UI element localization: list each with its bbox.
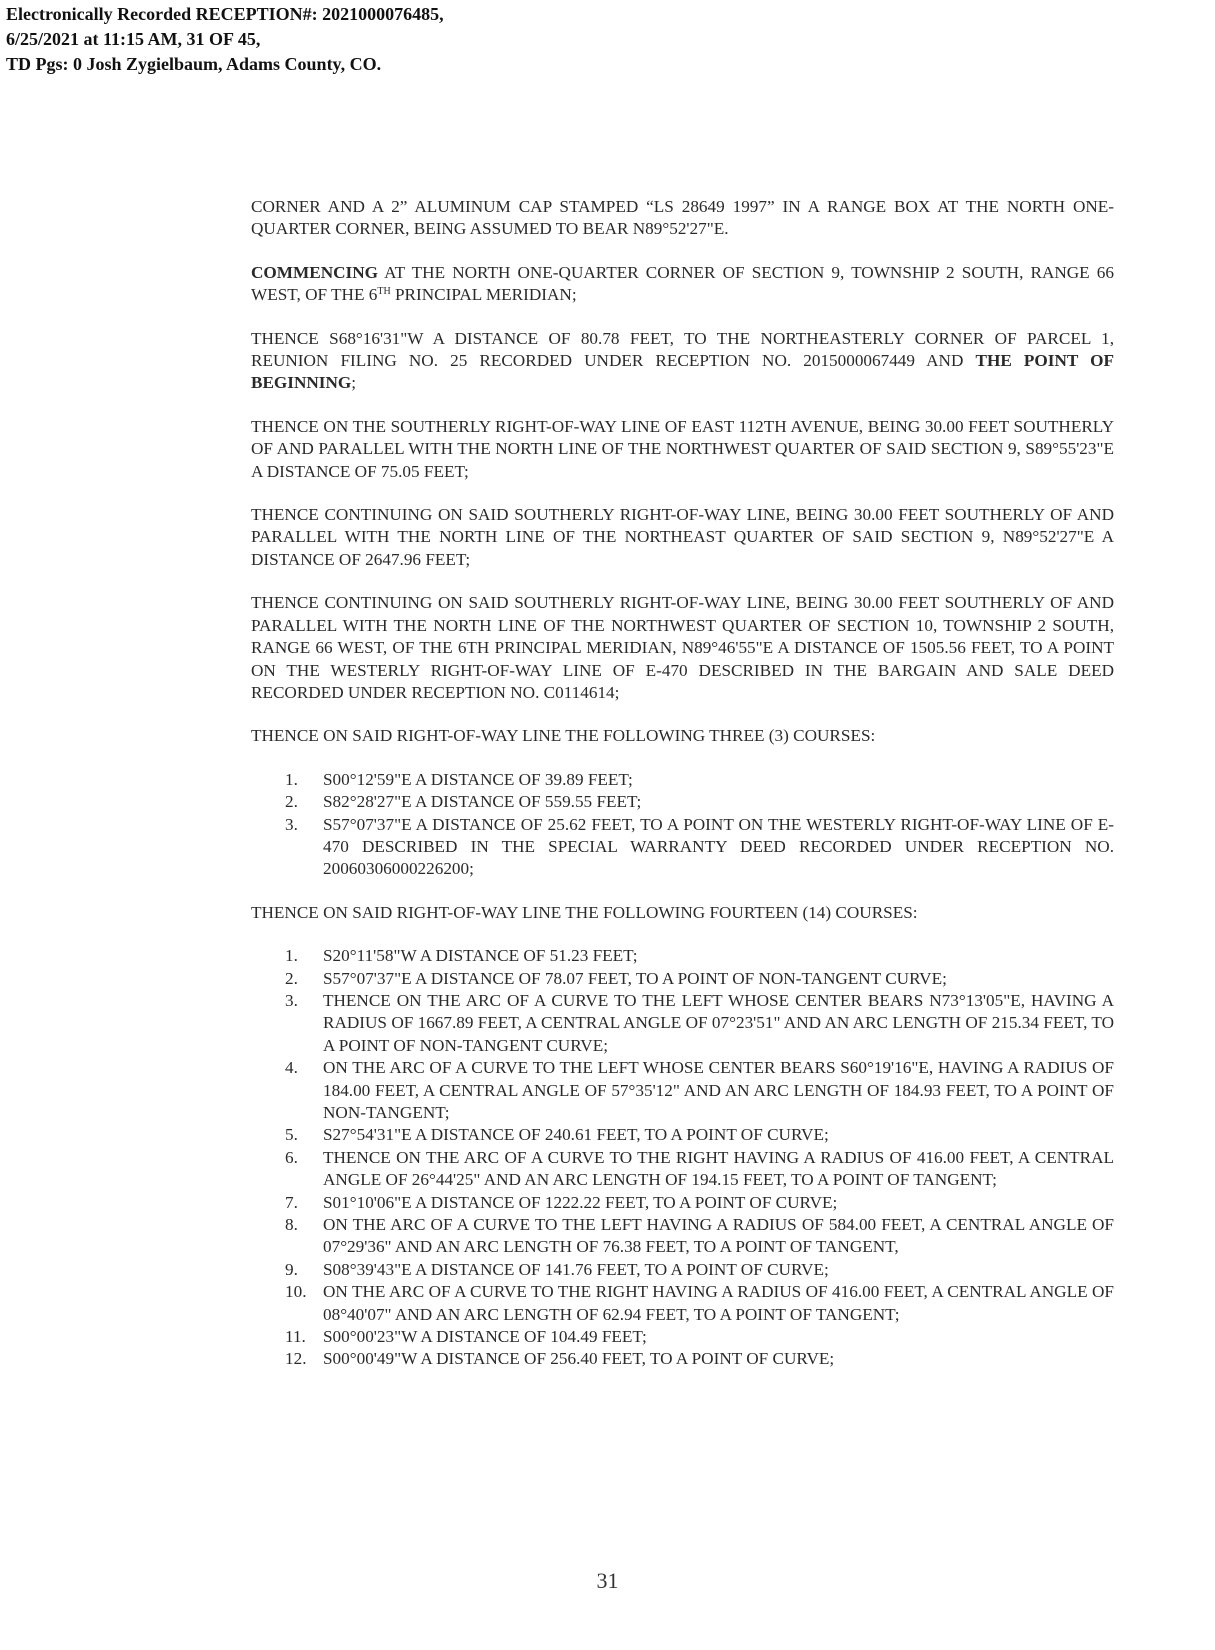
ordinal-superscript: TH bbox=[377, 286, 391, 298]
recording-stamp-header bbox=[6, 2, 444, 77]
course-item bbox=[251, 1057, 1114, 1124]
course-text: THENCE ON THE ARC OF A CURVE TO THE LEFT WHOSE CENTER BEARS N73°13'05"E, HAVING A RADIUS OF 1667.89 FEET, A CENTRAL ANGLE OF 07°23'51" AND AN ARC LENGTH OF 215.34 FEET, TO A POINT OF NON-TANGENT CURVE; bbox=[323, 990, 1114, 1055]
course-item bbox=[251, 1124, 1114, 1146]
page-number: 31 bbox=[596, 1568, 619, 1593]
course-number: 4. bbox=[285, 1058, 298, 1078]
course-text: ON THE ARC OF A CURVE TO THE LEFT HAVING A RADIUS OF 584.00 FEET, A CENTRAL ANGLE OF 07°29'36" AND AN ARC LENGTH OF 76.38 FEET, TO A POINT OF TANGENT, bbox=[323, 1215, 1114, 1257]
point-of-beginning-paragraph bbox=[251, 328, 1114, 395]
basis-of-bearings-paragraph: CORNER AND A 2” ALUMINUM CAP STAMPED “LS 28649 1997” IN A RANGE BOX AT THE NORTH ONE-QUARTER CORNER, BEING ASSUMED TO BEAR N89°52'27"E. bbox=[251, 197, 1114, 239]
course-number: 11. bbox=[285, 1327, 306, 1347]
course-paragraph-section-10: THENCE CONTINUING ON SAID SOUTHERLY RIGHT-OF-WAY LINE, BEING 30.00 FEET SOUTHERLY OF AND PARALLEL WITH THE NORTH LINE OF THE NORTHWEST QUARTER OF SECTION 10, TOWNSHIP 2 SOUTH, RANGE 66 WEST, OF THE 6TH PRINCIPAL MERIDIAN, N89°46'55"E A DISTANCE OF 1505.56 FEET, TO A POINT ON THE WESTERLY RIGHT-OF-WAY LINE OF E-470 DESCRIBED IN THE BARGAIN AND SALE DEED RECORDED UNDER RECEPTION NO. C0114614; bbox=[251, 593, 1114, 702]
commencing-lead: COMMENCING bbox=[251, 262, 378, 282]
course-number: 8. bbox=[285, 1215, 298, 1235]
fourteen-courses-list bbox=[251, 945, 1114, 1371]
course-text: S01°10'06"E A DISTANCE OF 1222.22 FEET, TO A POINT OF CURVE; bbox=[323, 1192, 838, 1212]
commencing-text-b: PRINCIPAL MERIDIAN; bbox=[390, 285, 577, 305]
legal-description-body bbox=[251, 196, 1114, 1392]
course-text: ON THE ARC OF A CURVE TO THE LEFT WHOSE CENTER BEARS S60°19'16"E, HAVING A RADIUS OF 184.00 FEET, A CENTRAL ANGLE OF 57°35'12" AND AN ARC LENGTH OF 184.93 FEET, TO A POINT OF NON-TANGENT; bbox=[323, 1058, 1114, 1122]
course-number: 3. bbox=[285, 814, 298, 834]
course-paragraph-northeast-quarter: THENCE CONTINUING ON SAID SOUTHERLY RIGHT-OF-WAY LINE, BEING 30.00 FEET SOUTHERLY OF AND PARALLEL WITH THE NORTH LINE OF THE NORTHEAST QUARTER OF SAID SECTION 9, N89°52'27"E A DISTANCE OF 2647.96 FEET; bbox=[251, 505, 1114, 569]
course-text: S27°54'31"E A DISTANCE OF 240.61 FEET, TO A POINT OF CURVE; bbox=[323, 1125, 829, 1145]
course-number: 5. bbox=[285, 1125, 298, 1145]
three-courses-list bbox=[251, 769, 1114, 881]
course-text: S08°39'43"E A DISTANCE OF 141.76 FEET, TO A POINT OF CURVE; bbox=[323, 1259, 829, 1279]
course-item bbox=[251, 990, 1114, 1057]
course-text: S00°12'59"E A DISTANCE OF 39.89 FEET; bbox=[323, 769, 633, 789]
three-courses-intro: THENCE ON SAID RIGHT-OF-WAY LINE THE FOLLOWING THREE (3) COURSES: bbox=[251, 726, 876, 746]
course-item bbox=[251, 814, 1114, 881]
course-item bbox=[251, 1192, 1114, 1214]
commencing-text-a: AT THE NORTH ONE-QUARTER CORNER OF SECTION 9, TOWNSHIP 2 SOUTH, RANGE 66 WEST, OF THE 6 bbox=[251, 262, 1114, 305]
recording-stamp-line-3: TD Pgs: 0 Josh Zygielbaum, Adams County, CO. bbox=[6, 54, 382, 74]
pob-bold: THE POINT OF BEGINNING bbox=[251, 351, 1114, 393]
course-text: ON THE ARC OF A CURVE TO THE RIGHT HAVING A RADIUS OF 416.00 FEET, A CENTRAL ANGLE OF 08°40'07" AND AN ARC LENGTH OF 62.94 FEET, TO A POINT OF TANGENT; bbox=[323, 1282, 1114, 1324]
course-item bbox=[251, 1147, 1114, 1192]
course-item bbox=[251, 1259, 1114, 1281]
course-number: 1. bbox=[285, 946, 298, 966]
course-text: THENCE ON THE ARC OF A CURVE TO THE RIGHT HAVING A RADIUS OF 416.00 FEET, A CENTRAL ANGLE OF 26°44'25" AND AN ARC LENGTH OF 194.15 FEET, TO A POINT OF TANGENT; bbox=[323, 1147, 1114, 1190]
course-text: S00°00'23"W A DISTANCE OF 104.49 FEET; bbox=[323, 1327, 647, 1347]
course-text: S57°07'37"E A DISTANCE OF 78.07 FEET, TO A POINT OF NON-TANGENT CURVE; bbox=[323, 968, 947, 988]
course-text: S82°28'27"E A DISTANCE OF 559.55 FEET; bbox=[323, 792, 642, 812]
course-item bbox=[251, 945, 1114, 967]
course-number: 1. bbox=[285, 769, 298, 789]
course-item bbox=[251, 1214, 1114, 1259]
course-number: 10. bbox=[285, 1282, 307, 1302]
recording-stamp-line-1: Electronically Recorded RECEPTION#: 2021000076485, bbox=[6, 4, 444, 24]
course-number: 2. bbox=[285, 792, 298, 812]
fourteen-courses-intro: THENCE ON SAID RIGHT-OF-WAY LINE THE FOLLOWING FOURTEEN (14) COURSES: bbox=[251, 902, 918, 922]
course-item bbox=[251, 1348, 1114, 1370]
course-item bbox=[251, 791, 1114, 813]
course-number: 6. bbox=[285, 1147, 298, 1167]
course-item bbox=[251, 1281, 1114, 1326]
course-item bbox=[251, 968, 1114, 990]
course-item bbox=[251, 769, 1114, 791]
course-text: S00°00'49"W A DISTANCE OF 256.40 FEET, TO A POINT OF CURVE; bbox=[323, 1349, 835, 1369]
pob-end: ; bbox=[351, 373, 357, 393]
commencing-paragraph bbox=[251, 262, 1114, 307]
course-text: S57°07'37"E A DISTANCE OF 25.62 FEET, TO A POINT ON THE WESTERLY RIGHT-OF-WAY LINE OF E-470 DESCRIBED IN THE SPECIAL WARRANTY DEED RECORDED UNDER RECEPTION NO. 20060306000226200; bbox=[323, 814, 1114, 879]
course-paragraph-112th-avenue: THENCE ON THE SOUTHERLY RIGHT-OF-WAY LINE OF EAST 112TH AVENUE, BEING 30.00 FEET SOUTHERLY OF AND PARALLEL WITH THE NORTH LINE OF THE NORTHWEST QUARTER OF SAID SECTION 9, S89°55'23"E A DISTANCE OF 75.05 FEET; bbox=[251, 416, 1114, 481]
course-number: 3. bbox=[285, 990, 298, 1010]
course-number: 2. bbox=[285, 968, 298, 988]
course-number: 12. bbox=[285, 1349, 307, 1369]
pob-text: THENCE S68°16'31"W A DISTANCE OF 80.78 FEET, TO THE NORTHEASTERLY CORNER OF PARCEL 1, REUNION FILING NO. 25 RECORDED UNDER RECEPTION NO. 2015000067449 AND bbox=[251, 328, 1114, 371]
course-item bbox=[251, 1326, 1114, 1348]
course-number: 7. bbox=[285, 1192, 298, 1212]
course-number: 9. bbox=[285, 1259, 298, 1279]
recording-stamp-line-2: 6/25/2021 at 11:15 AM, 31 OF 45, bbox=[6, 29, 261, 49]
course-text: S20°11'58"W A DISTANCE OF 51.23 FEET; bbox=[323, 946, 638, 966]
